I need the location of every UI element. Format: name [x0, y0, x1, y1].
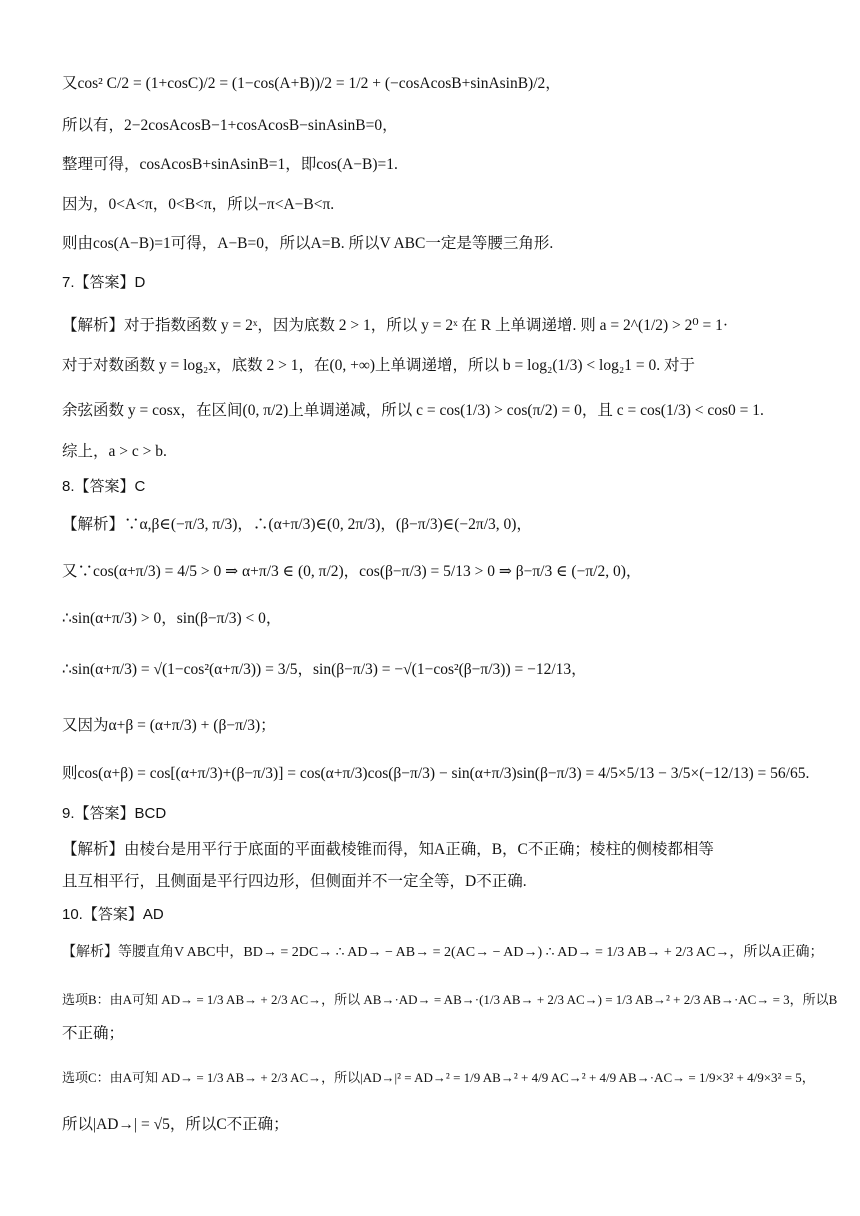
text-line-25: 选项C：由A可知 AD→ = 1/3 AB→ + 2/3 AC→，所以|AD→|² = AD→² = 1/9 AB→² + 4/9 AC→² + 4/9 AB→·AC→ = 1/9×3² + 4/9×3² = 5，	[62, 1070, 815, 1085]
answer-8-heading: 8.【答案】C	[62, 478, 146, 495]
text-line-13: 又∵cos(α+π/3) = 4/5 > 0 ⇒ α+π/3 ∈ (0, π/2)，cos(β−π/3) = 5/13 > 0 ⇒ β−π/3 ∈ (−π/2, 0)，	[62, 563, 642, 580]
answer-10-heading: 10.【答案】AD	[62, 906, 164, 923]
text-line-22: 【解析】等腰直角V ABC中，BD→ = 2DC→ ∴ AD→ − AB→ = 2(AC→ − AD→) ∴ AD→ = 1/3 AB→ + 2/3 AC→，所以A正确；	[62, 945, 824, 960]
answer-9-heading: 9.【答案】BCD	[62, 805, 167, 822]
text-line-14: ∴sin(α+π/3) > 0，sin(β−π/3) < 0，	[62, 610, 282, 627]
text-line-10: 综上，a > c > b.	[62, 443, 167, 460]
text-line-9: 余弦函数 y = cosx，在区间(0, π/2)上单调递减，所以 c = cos(1/3) > cos(π/2) = 0，且 c = cos(1/3) < cos0 = 1.	[62, 402, 764, 419]
text-line-1: 又cos² C/2 = (1+cosC)/2 = (1−cos(A+B))/2 = 1/2 + (−cosAcosB+sinAsinB)/2，	[62, 75, 561, 92]
text-line-5: 则由cos(A−B)=1可得，A−B=0，所以A=B. 所以V ABC一定是等腰三角形.	[62, 235, 554, 252]
text-line-26: 所以|AD→| = √5，所以C不正确；	[62, 1116, 289, 1133]
text-line-4: 因为，0<A<π，0<B<π，所以−π<A−B<π.	[62, 196, 335, 213]
text-line-24: 不正确；	[62, 1025, 125, 1042]
text-line-15: ∴sin(α+π/3) = √(1−cos²(α+π/3)) = 3/5，sin(β−π/3) = −√(1−cos²(β−π/3)) = −12/13，	[62, 661, 587, 678]
text-line-16: 又因为α+β = (α+π/3) + (β−π/3)；	[62, 717, 276, 734]
answer-7-heading: 7.【答案】D	[62, 274, 146, 291]
text-line-3: 整理可得，cosAcosB+sinAsinB=1，即cos(A−B)=1.	[62, 156, 398, 173]
text-line-2: 所以有，2−2cosAcosB−1+cosAcosB−sinAsinB=0，	[62, 117, 398, 134]
text-line-7: 【解析】对于指数函数 y = 2ˣ，因为底数 2 > 1，所以 y = 2ˣ 在 R 上单调递增. 则 a = 2^(1/2) > 2⁰ = 1·	[62, 317, 729, 334]
text-line-17: 则cos(α+β) = cos[(α+π/3)+(β−π/3)] = cos(α+π/3)cos(β−π/3) − sin(α+π/3)sin(β−π/3) = 4/5×5/13 − 3/5×(−12/13) = 56/65.	[62, 765, 810, 782]
text-line-8: 对于对数函数 y = log₂x，底数 2 > 1，在(0, +∞)上单调递增，所以 b = log₂(1/3) < log₂1 = 0. 对于	[62, 357, 695, 374]
text-line-20: 且互相平行，且侧面是平行四边形，但侧面并不一定全等，D不正确.	[62, 873, 527, 890]
text-line-19: 【解析】由棱台是用平行于底面的平面截棱锥而得，知A正确，B，C不正确；棱柱的侧棱都相等	[62, 841, 714, 858]
text-line-23: 选项B：由A可知 AD→ = 1/3 AB→ + 2/3 AC→，所以 AB→·AD→ = AB→·(1/3 AB→ + 2/3 AC→) = 1/3 AB→² + 2/3 AB→·AC→ = 3，所以B	[62, 992, 838, 1007]
text-line-12: 【解析】∵α,β∈(−π/3, π/3)，∴(α+π/3)∈(0, 2π/3)，(β−π/3)∈(−2π/3, 0)，	[62, 516, 532, 533]
